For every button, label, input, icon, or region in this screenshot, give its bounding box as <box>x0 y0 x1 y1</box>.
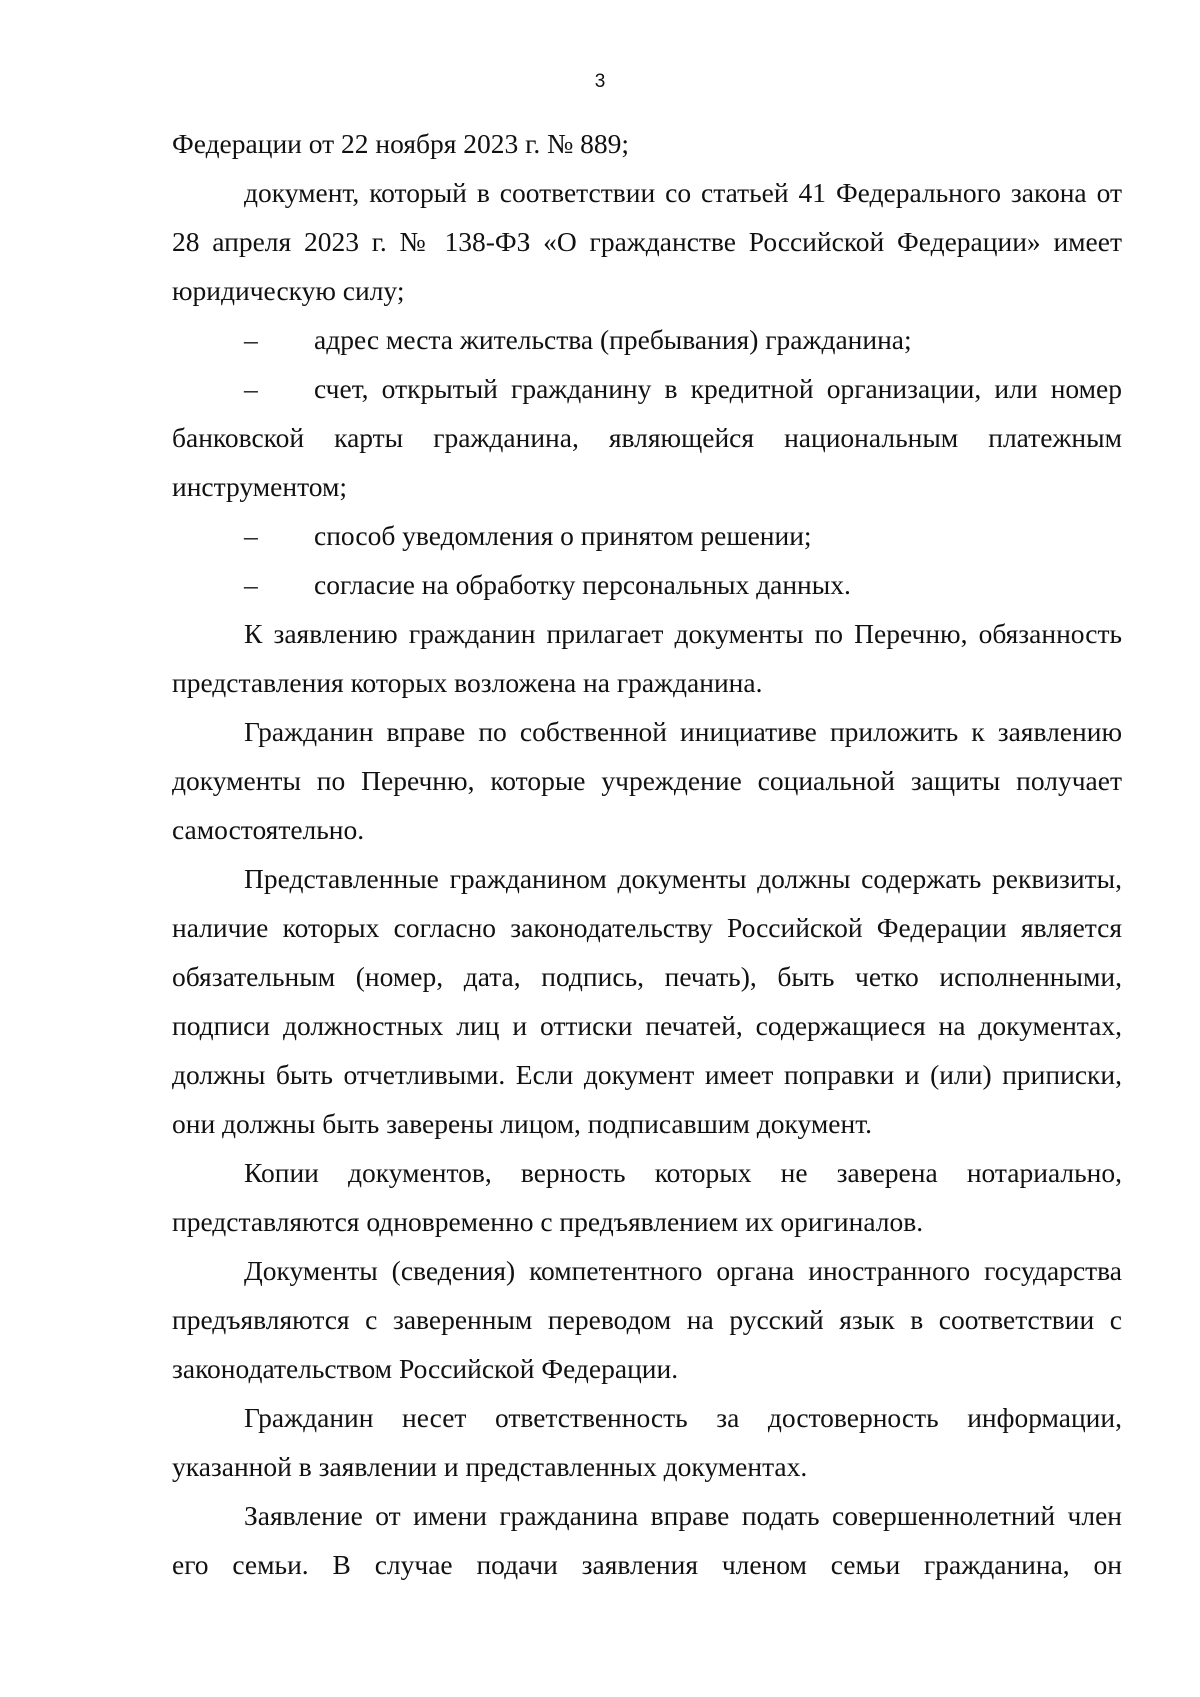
paragraph-federation-order: Федерации от 22 ноября 2023 г. № 889; <box>172 128 630 159</box>
paragraph-attached-documents: К заявлению гражданин прилагает документы по Перечню, обязанность представления которых возложена на гражданина. <box>172 618 1122 698</box>
paragraph-foreign-documents: Документы (сведения) компетентного органа иностранного государства предъявляются с заверенным переводом на русский язык в соответствии с законодательством Российской Федерации. <box>172 1255 1122 1384</box>
list-item-consent <box>172 560 1122 609</box>
paragraph-citizenship-document: документ, который в соответствии со статьей 41 Федерального закона от 28 апреля 2023 г. № 138-ФЗ «О гражданстве Российской Федерации» имеет юридическую силу; <box>172 177 1122 306</box>
list-item-notification <box>172 511 1122 560</box>
list-item-text: согласие на обработку персональных данных. <box>314 569 851 600</box>
paragraph-family-member: Заявление от имени гражданина вправе подать совершеннолетний член его семьи. В случае подачи заявления членом семьи гражданина, он <box>172 1500 1122 1580</box>
list-item-text: способ уведомления о принятом решении; <box>314 520 812 551</box>
list-item-text: адрес места жительства (пребывания) гражданина; <box>314 324 912 355</box>
dash-marker: – <box>244 569 258 600</box>
paragraph-own-initiative: Гражданин вправе по собственной инициативе приложить к заявлению документы по Перечню, которые учреждение социальной защиты получает самостоятельно. <box>172 716 1122 845</box>
paragraph-copies: Копии документов, верность которых не заверена нотариально, представляются одновременно с предъявлением их оригиналов. <box>172 1157 1122 1237</box>
document-body <box>172 119 1122 1589</box>
page-number: 3 <box>594 71 606 92</box>
paragraph-document-requirements: Представленные гражданином документы должны содержать реквизиты, наличие которых согласно законодательству Российской Федерации является обязательным (номер, дата, подпись, печать), быть четко исполненными, подписи должностных лиц и оттиски печатей, содержащиеся на документах, должны быть отчетливыми. Если документ имеет поправки и (или) приписки, они должны быть заверены лицом, подписавшим документ. <box>172 863 1122 1139</box>
paragraph-responsibility: Гражданин несет ответственность за достоверность информации, указанной в заявлении и представленных документах. <box>172 1402 1122 1482</box>
list-item-address <box>172 315 1122 364</box>
dash-marker: – <box>244 324 258 355</box>
dash-marker: – <box>244 520 258 551</box>
list-item-text: счет, открытый гражданину в кредитной организации, или номер банковской карты гражданина, являющейся национальным платежным инструментом; <box>172 373 1122 502</box>
dash-marker: – <box>244 373 258 404</box>
list-item-bank-account <box>172 364 1122 511</box>
